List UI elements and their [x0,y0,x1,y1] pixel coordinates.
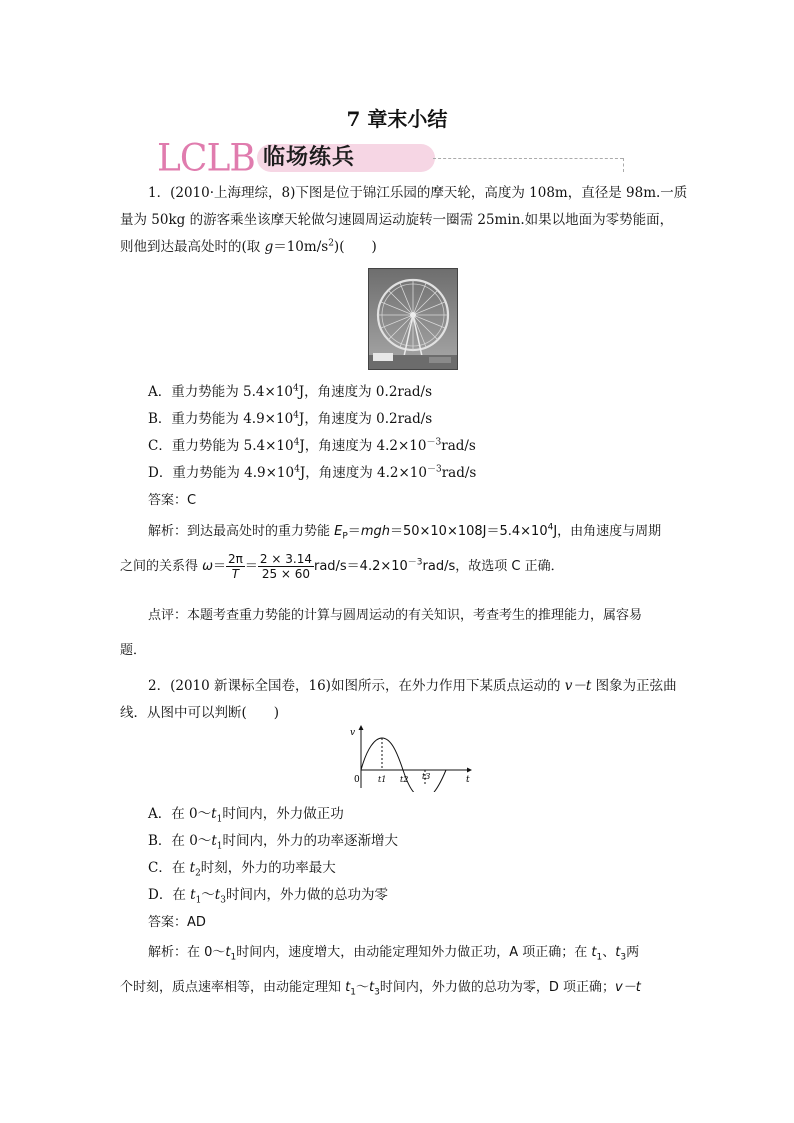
q2-stem-line1: 2．(2010 新课标全国卷，16)如图所示，在外力作用下某质点运动的 v－t 图象为正弦曲 [148,678,677,694]
q2-answer: 答案：AD [148,915,206,930]
section-logo [157,136,637,181]
q1-option-a[interactable]: A．重力势能为 $5.4\times 10^4J$，角速度为 0.2rad/s [148,383,433,400]
q1-analysis-line2: 之间的关系得 ω＝ $\frac{2\pi}{T}$ ＝ $\frac{2 \times 3.14}{25 \times 60}$ rad/$s=4.2\times 10^{-3}rad/s$，故选项 C 正确． [120,552,564,581]
tick-t1: t1 [378,775,387,784]
q2-option-b[interactable]: B．在 $0\sim t_1$时间内，外力的功率逐渐增大 [148,833,398,852]
q1-option-d[interactable]: D．重力势能为 $4.9\times 10^4J$，角速度为 $4.2\times 10^{-3}rad/s$ [148,464,477,481]
q2-option-a[interactable]: A．在 $0\sim t_1$时间内，外力做正功 [148,806,344,825]
y-axis-label: v [350,728,356,738]
fraction-2pi-over-t: $\frac{2\pi}{T}$ [228,552,243,581]
tick-t3: t3 [422,772,431,781]
q2-option-d[interactable]: D．在 $t_1\sim t_3$时间内，外力做的总功为零 [148,887,388,906]
q2-stem-line2: 线．从图中可以判断( ) [120,705,280,721]
q1-stem-line3: 则他到达最高处时的(取 $g=10m/s^2$)( ) [120,238,377,255]
q1-stem-line2: 量为 50kg 的游客乘坐该摩天轮做匀速圆周运动旋转一圈需 25min.如果以地面为零势能面， [120,212,674,228]
vt-graph [345,722,475,792]
logo-banner [257,144,435,172]
tick-t2: t2 [400,775,409,784]
q2-analysis-line1: 解析：在 $0\sim t_1$时间内，速度增大，由动能定理知外力做正功，A 项正确；在 $t_1$、$t_3$两 [148,945,640,963]
page-title: 7 章末小结 [346,107,448,131]
q1-analysis-line1: 解析：到达最高处时的重力势能 $E_P=mgh=50\times 10\times 108J=5.4\times 10^4J$，由角速度与周期 [148,522,662,542]
logo-text: LCLB [157,136,255,181]
x-axis-label: t [466,775,470,785]
q1-comment-line1: 点评：本题考查重力势能的计算与圆周运动的有关知识，考查考生的推理能力，属容易 [148,608,643,623]
q1-option-b[interactable]: B．重力势能为 $4.9\times 10^4J$，角速度为 0.2rad/s [148,410,433,427]
fraction-numeric: $\frac{2 \times 3.14}{25 \times 60}$ [259,552,312,581]
q2-analysis-line2: 个时刻，质点速率相等，由动能定理知 $t_1\sim t_3$时间内，外力做的总功为零，D 项正确；v－t [120,980,641,998]
q1-stem-line1: 1．(2010·上海理综，8)下图是位于锦江乐园的摩天轮，高度为 108m，直径是 98m.一质 [148,185,688,201]
q1-comment-line2: 题． [120,643,147,658]
ferris-wheel-photo [368,268,458,370]
q1-answer: 答案：C [148,493,197,508]
logo-banner-label: 临场练兵 [263,145,356,170]
q2-option-c[interactable]: C．在 $t_2$时刻，外力的功率最大 [148,860,336,879]
origin-label: 0 [354,775,360,785]
q1-option-c[interactable]: C．重力势能为 $5.4\times 10^4J$，角速度为 $4.2\times 10^{-3}rad/s$ [148,437,476,454]
logo-divider [433,158,623,159]
logo-divider-end [623,158,624,172]
